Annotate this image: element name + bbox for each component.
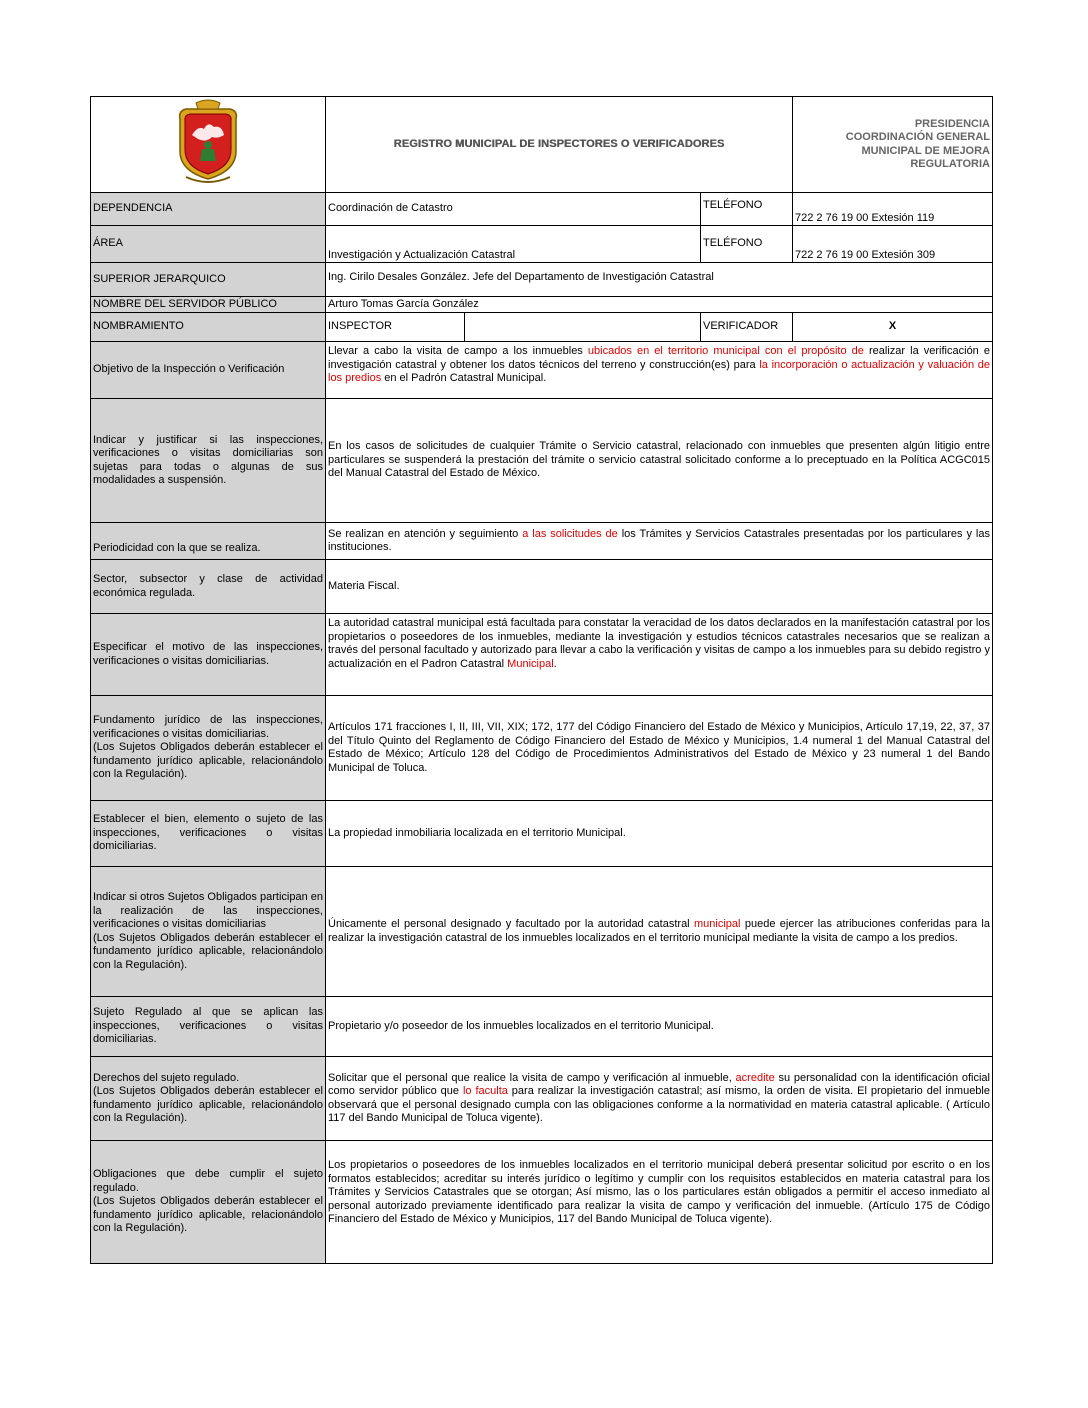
text: . [553, 657, 557, 670]
value-objetivo [326, 342, 993, 399]
text: Llevar a cabo la visita de campo a los inmuebles [328, 345, 588, 357]
row-suspension [91, 399, 993, 523]
label-inspector: INSPECTOR [326, 313, 465, 342]
logo-cell [91, 97, 326, 193]
row-nombre [91, 297, 993, 313]
text: Se realizan en atención y seguimiento [328, 527, 523, 540]
highlight-text: acredite [735, 1071, 775, 1084]
highlight-text: municipal [694, 918, 741, 930]
label-derechos: Derechos del sujeto regulado. (Los Sujetos Obligados deberán establecer el fundamento jurídico aplicable, relacionándolo con la Regulación). [91, 1057, 326, 1141]
label-telefono: TELÉFONO [701, 193, 793, 226]
value-suspension: En los casos de solicitudes de cualquier Trámite o Servicio catastral, relacionado con inmuebles que presenten algún litigio entre particulares se suspenderá la prestación del trámite o servicio catastral solicitado conforme a lo preceptuado en la Política ACGC015 del Manual Catastral del Estado de México. [326, 399, 993, 523]
value-fundamento: Artículos 171 fracciones I, II, III, VII, XIX; 172, 177 del Código Financiero del Estado de México y Municipios, Artículo 17,19, 22, 37, 37 del Título Quinto del Reglamento de Código Financiero del Estado de México y Municipios, 1.4 numeral 1 del Manual Catastral del Estado de México; Artículo 128 del Código de Procedimientos Administrativos del Estado de México y 23 numeral 1 del Bando Municipal de Toluca. [326, 696, 993, 801]
label-dependencia: DEPENDENCIA [91, 193, 326, 226]
label-telefono: TELÉFONO [701, 226, 793, 263]
value-telefono: 722 2 76 19 00 Extesión 119 [793, 193, 993, 226]
value-otros-sujetos [326, 867, 993, 997]
value-superior: Ing. Cirilo Desales González. Jefe del Departamento de Investigación Catastral [326, 263, 993, 297]
highlight-text: la incorporación o actualización y valuación de los predios [328, 358, 991, 384]
registry-form-table [90, 96, 993, 1264]
value-nombre: Arturo Tomas García González [326, 297, 993, 313]
value-telefono: 722 2 76 19 00 Extesión 309 [793, 226, 993, 263]
text: Únicamente el personal designado y facultado por la autoridad catastral [328, 918, 694, 930]
value-verificador: X [793, 313, 993, 342]
row-area [91, 226, 993, 263]
label-bien: Establecer el bien, elemento o sujeto de las inspecciones, verificaciones o visitas domiciliarias. [91, 801, 326, 867]
row-fundamento [91, 696, 993, 801]
label-sujeto-regulado: Sujeto Regulado al que se aplican las inspecciones, verificaciones o visitas domiciliarias. [91, 997, 326, 1057]
label-area: ÁREA [91, 226, 326, 263]
highlight-text: a las solicitudes de [522, 527, 618, 540]
value-dependencia: Coordinación de Catastro [326, 193, 701, 226]
value-sujeto-regulado: Propietario y/o poseedor de los inmuebles localizados en el territorio Municipal. [326, 997, 993, 1057]
office-line: PRESIDENCIA [914, 117, 990, 130]
row-sector [91, 560, 993, 614]
row-nombramiento [91, 313, 993, 342]
label-superior: SUPERIOR JERARQUICO [91, 263, 326, 297]
row-superior [91, 263, 993, 297]
text: Solicitar que el personal que realice la visita de campo y verificación al inmueble, [328, 1071, 736, 1084]
row-obligaciones [91, 1141, 993, 1264]
row-objetivo [91, 342, 993, 399]
text: La autoridad catastral municipal está facultada para constatar la veracidad de los datos declarados en la manifestación catastral por los propietarios o poseedores de los inmuebles, mediante la investigación y estudios técnicos catastrales necesarios que se realizan a través del personal facultado y autorizado para llevar a cabo la verificación y visitas de campo a los inmuebles para su debido registro y actualización en el Padron Catastral [328, 617, 990, 670]
row-dependencia [91, 193, 993, 226]
value-area: Investigación y Actualización Catastral [326, 226, 701, 263]
highlight-text: lo faculta [462, 1085, 508, 1097]
label-obligaciones: Obligaciones que debe cumplir el sujeto regulado. (Los Sujetos Obligados deberán establecer el fundamento jurídico aplicable, relacionándolo con la Regulación). [91, 1141, 326, 1264]
form-title: REGISTRO MUNICIPAL DE INSPECTORES O VERIFICADORES [326, 97, 793, 193]
row-periodicidad [91, 523, 993, 560]
row-bien [91, 801, 993, 867]
value-obligaciones: Los propietarios o poseedores de los inmuebles localizados en el territorio municipal deberá presentar solicitud por escrito o en los formatos establecidos; acreditar su interés jurídico o legítimo y cumplir con los requisitos establecidos en materia catastral para los Trámites y Servicios Catastrales que se otorgan; Así mismo, las o los particulares están obligados a permitir el acceso inmediato al personal autorizado previamente identificado para realizar la visita de campo y verificación del inmueble. (Artículo 175 de Código Financiero del Estado de México y Municipios, 117 del Bando Municipal de Toluca vigente). [326, 1141, 993, 1264]
label-motivo: Especificar el motivo de las inspecciones, verificaciones o visitas domiciliarias. [91, 614, 326, 696]
row-otros-sujetos [91, 867, 993, 997]
text: en el Padrón Catastral Municipal. [381, 372, 547, 384]
row-motivo [91, 614, 993, 696]
label-sector: Sector, subsector y clase de actividad económica regulada. [91, 560, 326, 614]
office-line: COORDINACIÓN GENERAL [845, 131, 990, 143]
value-sector: Materia Fiscal. [326, 560, 993, 614]
value-inspector [465, 313, 701, 342]
row-derechos [91, 1057, 993, 1141]
label-objetivo: Objetivo de la Inspección o Verificación [91, 342, 326, 399]
label-periodicidad: Periodicidad con la que se realiza. [91, 523, 326, 560]
label-nombre: NOMBRE DEL SERVIDOR PÚBLICO [91, 297, 326, 313]
value-motivo [326, 614, 993, 696]
value-periodicidad [326, 523, 993, 560]
highlight-text: ubicados en el territorio municipal con el propósito de [587, 345, 864, 357]
office-line: REGULATORIA [910, 158, 990, 170]
label-suspension: Indicar y justificar si las inspecciones, verificaciones o visitas domiciliarias son sujetas para todas o algunas de sus modalidades a suspensión. [91, 399, 326, 523]
label-nombramiento: NOMBRAMIENTO [91, 313, 326, 342]
highlight-text: Municipal [507, 657, 554, 670]
text: su personalidad con la identificación oficial como servidor público que [328, 1071, 990, 1097]
label-otros-sujetos: Indicar si otros Sujetos Obligados participan en la realización de las inspecciones, verificaciones o visitas domiciliarias (Los Sujetos Obligados deberán establecer el fundamento jurídico aplicable, relacionándolo con la Regulación). [91, 867, 326, 997]
label-verificador: VERIFICADOR [701, 313, 793, 342]
header-row [91, 97, 993, 193]
label-fundamento: Fundamento jurídico de las inspecciones, verificaciones o visitas domiciliarias. (Los Sujetos Obligados deberán establecer el fundamento jurídico aplicable, relacionándolo con la Regulación). [91, 696, 326, 801]
value-bien: La propiedad inmobiliaria localizada en el territorio Municipal. [326, 801, 993, 867]
text: para realizar la investigación catastral; así mismo, la orden de visita. El propietario del inmueble observará que el personal designado cumpla con las obligaciones conforme a la normatividad en materia catastral aplicable. ( Artículo 117 del Bando Municipal de Toluca vigente). [328, 1085, 990, 1124]
issuing-office [793, 97, 993, 193]
text: los Trámites y Servicios Catastrales presentadas por los particulares y las instituciones. [328, 527, 990, 553]
office-line: MUNICIPAL DE MEJORA [861, 144, 990, 157]
row-sujeto-regulado [91, 997, 993, 1057]
value-derechos [326, 1057, 993, 1141]
toluca-coat-of-arms-logo [168, 99, 248, 185]
text: puede ejercer las atribuciones conferidas para la realizar la investigación catastral de los inmuebles localizados en el territorio municipal mediante la visita de campo a los predios. [328, 918, 990, 944]
text: realizar la verificación e investigación catastral y obtener los datos técnicos del terreno y construcción(es) para [328, 345, 990, 371]
